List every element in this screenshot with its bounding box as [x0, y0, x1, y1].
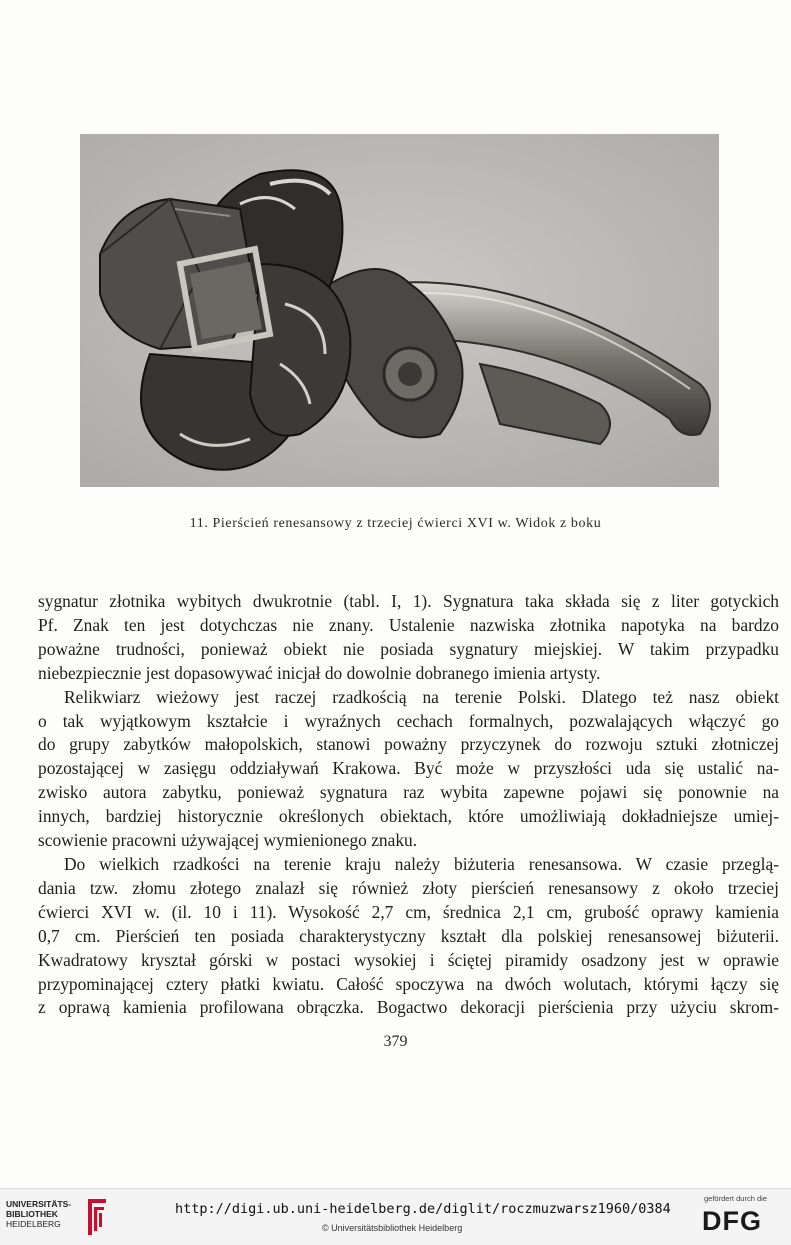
viewer-footer — [0, 1188, 791, 1245]
body-line: 0,7 cm. Pierścień ten posiada charakterystyczny kształt dla polskiej renesansowej biżuterii. — [38, 925, 779, 946]
body-line: niebezpiecznie jest dopasowywać inicjał do dowolnie dobranego imienia artysty. — [38, 662, 601, 683]
body-line: poważne trudności, ponieważ obiekt nie posiada sygnatury miejskiej. W takim przypadku — [38, 638, 779, 659]
library-name-line2: BIBLIOTHEK — [6, 1209, 58, 1219]
body-line: pozostającej w zasięgu oddziaływań Krakowa. Być może w przyszłości uda się ustalić na- — [38, 758, 779, 779]
body-line: przypominającej cztery płatki kwiatu. Całość spoczywa na dwóch wolutach, którymi łączy się — [38, 973, 779, 994]
body-line: z oprawą kamienia profilowana obrączka. Bogactwo dekoracji pierścienia przy użyciu skrom- — [38, 997, 779, 1018]
body-line: sygnatur złotnika wybitych dwukrotnie (tabl. I, 1). Sygnatura taka składa się z liter gotyckich — [38, 591, 779, 611]
dfg-logo[interactable]: DFG — [702, 1206, 762, 1236]
body-line: o tak wyjątkowym kształcie i wyraźnych cechach formalnych, pozwalających włączyć go — [38, 710, 779, 731]
body-line: dania tzw. złomu złotego znalazł się również złoty pierścień renesansowy z około trzeciej — [38, 877, 779, 898]
body-line: innych, bardziej historycznie określonych obiektach, które umożliwiają dokładniejsze umiej- — [38, 806, 779, 827]
page-number: 379 — [383, 1033, 408, 1050]
body-line: ćwierci XVI w. (il. 10 i 11). Wysokość 2,7 cm, średnica 2,1 cm, grubość oprawy kamienia — [38, 901, 779, 922]
copyright-notice: © Universitätsbibliothek Heidelberg — [322, 1223, 463, 1233]
body-line: Kwadratowy kryształ górski w postaci wysokiej i ściętej piramidy osadzony jest w oprawie — [38, 949, 779, 970]
funder-note: gefördert durch die — [704, 1194, 767, 1203]
body-line: zwisko autora zabytku, ponieważ sygnatura raz wybita zapewne pojawi się ponownie na — [38, 782, 779, 803]
library-logo-text — [6, 1199, 71, 1229]
article-body — [38, 590, 779, 1020]
figure-caption: 11. Pierścień renesansowy z trzeciej ćwierci XVI w. Widok z boku — [189, 516, 602, 531]
library-name-line1: UNIVERSITÄTS- — [6, 1199, 72, 1209]
permalink-url[interactable]: http://digi.ub.uni-heidelberg.de/diglit/roczmuzwarsz1960/0384 — [175, 1201, 671, 1217]
library-name-line3: HEIDELBERG — [6, 1219, 61, 1229]
body-line: Pf. Znak ten jest dotychczas nie znany. Ustalenie nazwiska złotnika napotyka na bardzo — [38, 614, 779, 635]
ring-photograph — [80, 134, 719, 487]
body-line: do grupy zabytków małopolskich, stanowi poważny przyczynek do rozwoju sztuki złotniczej — [38, 734, 779, 755]
body-line: Relikwiarz wieżowy jest raczej rzadkością na terenie Polski. Dlatego też nasz obiekt — [64, 686, 779, 707]
body-line: Do wielkich rzadkości na terenie kraju należy biżuteria renesansowa. W czasie przeglą- — [64, 853, 779, 874]
library-logo-icon[interactable] — [80, 1195, 110, 1239]
body-line: scowienie pracowni używającej wymienionego znaku. — [38, 830, 418, 851]
ring-illustration — [80, 134, 719, 487]
